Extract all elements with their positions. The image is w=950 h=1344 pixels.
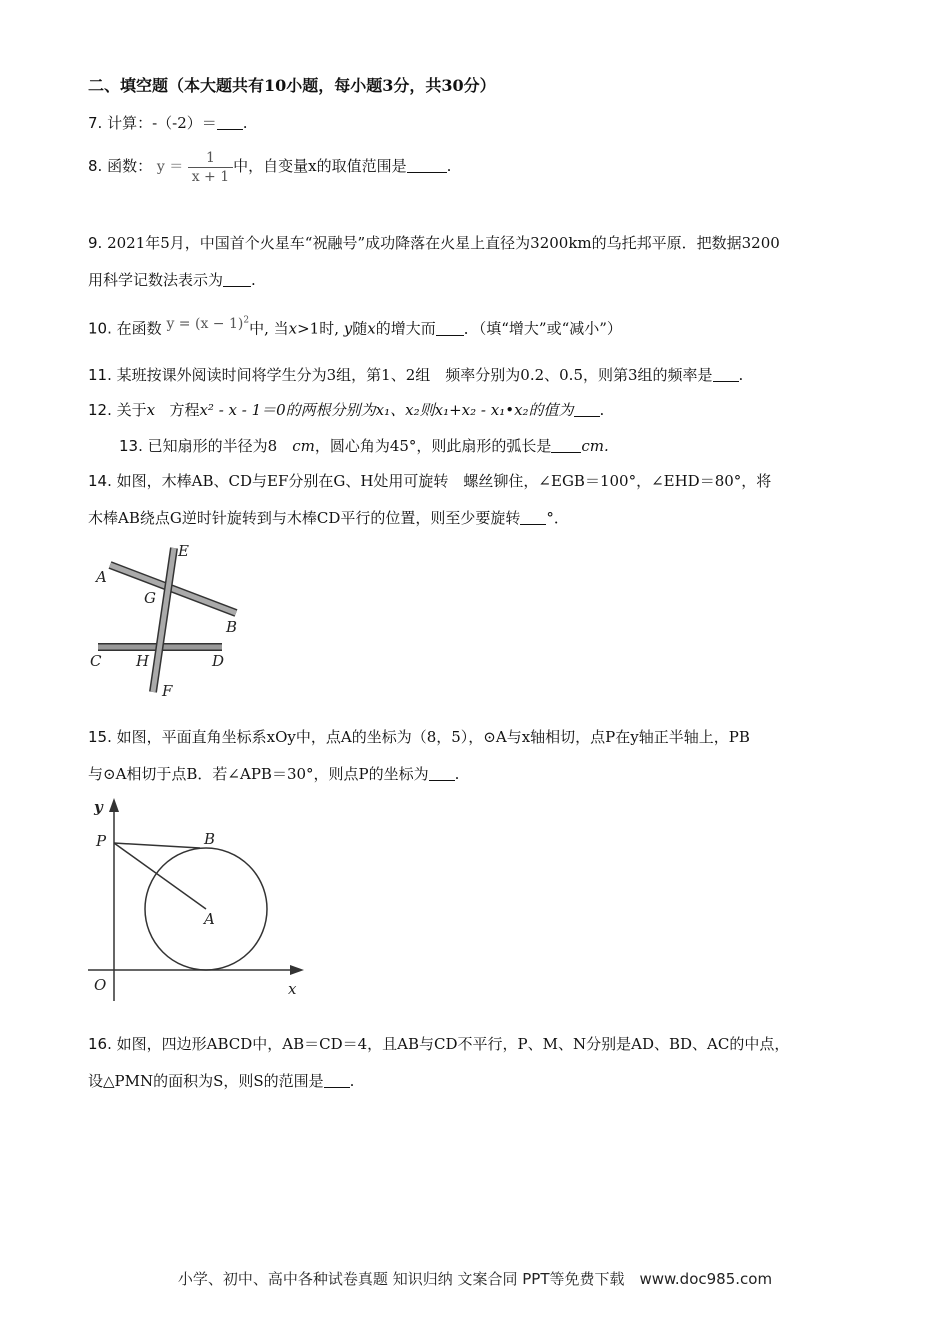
- variable-x: x: [146, 401, 156, 419]
- question-end: .: [349, 1072, 355, 1090]
- segment-pa: [114, 843, 206, 909]
- question-9-line-1: [88, 233, 780, 253]
- unit-cm: cm.: [581, 437, 609, 455]
- question-number: 11.: [88, 366, 112, 384]
- label-h: H: [136, 652, 150, 670]
- question-text: 的增大而: [375, 319, 436, 338]
- question-end: .: [242, 114, 248, 132]
- unit-cm: cm: [292, 437, 315, 455]
- question-number: 8.: [88, 157, 103, 175]
- answer-blank: [713, 367, 739, 382]
- label-b: B: [226, 618, 238, 636]
- question-11: [88, 365, 743, 385]
- question-text: 如图，平面直角坐标系xOy中，点A的坐标为（8，5），⊙A与x轴相切，点P在y轴正半轴上，PB: [116, 728, 750, 746]
- question-number: 15.: [88, 728, 112, 746]
- label-g: G: [144, 589, 156, 607]
- question-text: 2021年5月，中国首个火星车“祝融号”成功降落在火星上直径为3200km的乌托邦平原．把数据3200: [107, 234, 780, 252]
- label-p: P: [96, 832, 107, 850]
- page-footer: 小学、初中、高中各种试卷真题 知识归纳 文案合同 PPT等免费下载 www.doc985.com: [177, 1270, 773, 1288]
- question-number: 10.: [88, 319, 112, 338]
- question-text: 木棒AB绕点G逆时针旋转到与木棒CD平行的位置，则至少要旋转: [88, 509, 521, 527]
- answer-blank: [520, 510, 546, 525]
- question-10: [88, 316, 622, 340]
- question-text: 设△PMN的面积为S，则S的范围是: [88, 1072, 324, 1090]
- section-title: 二、填空题（本大题共有10小题，每小题3分，共30分）: [88, 76, 496, 95]
- question-end: .: [599, 401, 605, 419]
- question-end: .: [251, 271, 256, 289]
- question-14-line-1: [88, 471, 771, 491]
- label-o: O: [94, 976, 107, 994]
- question-end: °．: [546, 509, 569, 527]
- answer-blank: [574, 402, 600, 417]
- variable-y: y: [343, 319, 353, 338]
- equation-text: x² - x - 1＝0的两根分别为x₁、x₂则x₁+x₂ - x₁•x₂的值为: [199, 401, 574, 419]
- question-text: 用科学记数法表示为: [88, 271, 224, 289]
- fraction-denominator: x + 1: [188, 167, 233, 186]
- question-15-line-1: [88, 727, 750, 747]
- question-12: [88, 400, 604, 420]
- answer-blank: [429, 766, 455, 781]
- variable-x: x: [288, 319, 298, 338]
- question-text: ，圆心角为45°，则此扇形的弧长是: [314, 437, 552, 455]
- question-prefix: 关于: [116, 401, 147, 419]
- label-a: A: [96, 568, 107, 586]
- label-x: x: [288, 980, 297, 998]
- question-text: >1时,: [297, 319, 339, 338]
- question-end: .: [738, 366, 744, 384]
- question-text: 如图，木棒AB、CD与EF分别在G、H处用可旋转 螺丝铆住，∠EGB＝100°，∠EHD＝80°，将: [116, 472, 772, 490]
- answer-blank: [217, 115, 243, 130]
- question-16-line-1: [88, 1034, 789, 1054]
- question-prefix: 在函数: [116, 319, 162, 338]
- question-text: 计算：-（-2）＝: [107, 114, 217, 132]
- figure-rotating-sticks: [88, 540, 248, 700]
- question-15-line-2: [88, 764, 459, 784]
- question-end: .: [446, 157, 452, 175]
- question-text: 某班按课外阅读时间将学生分为3组，第1、2组 频率分别为0.2、0.5，则第3组的频率是: [116, 366, 713, 384]
- function-formula: [157, 149, 233, 186]
- question-text: 随: [352, 319, 368, 338]
- formula-exponent: 2: [243, 315, 250, 325]
- figure-coordinate-circle: [88, 796, 308, 1001]
- label-c: C: [90, 652, 102, 670]
- question-text: 已知扇形的半径为8: [147, 437, 293, 455]
- question-text: 如图，四边形ABCD中，AB＝CD＝4，且AB与CD不平行，P、M、N分别是AD、BD、AC的中点，: [116, 1035, 790, 1053]
- question-13: [119, 436, 609, 456]
- question-9-line-2: [88, 270, 256, 290]
- variable-x: x: [367, 319, 376, 338]
- fraction-numerator: 1: [205, 149, 215, 166]
- formula-text: y = (x − 1): [166, 315, 244, 332]
- question-number: 16.: [88, 1035, 112, 1053]
- x-axis-arrow: [290, 965, 304, 975]
- question-7: [88, 113, 248, 133]
- question-text: 中, 当: [249, 319, 289, 338]
- question-number: 13.: [119, 437, 143, 455]
- label-f: F: [162, 682, 173, 700]
- label-y: y: [94, 798, 103, 816]
- question-end: ．（填“增大”或“减小”）: [463, 319, 622, 338]
- question-number: 7.: [88, 114, 103, 132]
- question-text: 与⊙A相切于点B．若∠APB＝30°，则点P的坐标为: [88, 765, 429, 783]
- formula-y: y ＝: [156, 159, 184, 175]
- tangent-pb: [114, 843, 200, 848]
- question-8: [88, 148, 451, 186]
- question-number: 9.: [88, 234, 103, 252]
- answer-blank: [436, 321, 464, 336]
- question-text: 中，自变量x的取值范围是: [233, 157, 407, 175]
- answer-blank: [551, 438, 581, 453]
- question-number: 14.: [88, 472, 112, 490]
- stick-ef: [153, 548, 174, 692]
- answer-blank: [324, 1073, 350, 1088]
- answer-blank: [407, 158, 447, 173]
- label-d: D: [212, 652, 225, 670]
- function-formula: [166, 316, 249, 332]
- question-text: 方程: [169, 401, 200, 419]
- answer-blank: [223, 272, 251, 287]
- label-b: B: [204, 830, 216, 848]
- label-a: A: [204, 910, 215, 928]
- question-prefix: 函数：: [107, 157, 153, 175]
- question-14-line-2: [88, 508, 569, 528]
- question-end: .: [454, 765, 460, 783]
- question-16-line-2: [88, 1071, 354, 1091]
- label-e: E: [178, 542, 189, 560]
- y-axis-arrow: [109, 798, 119, 812]
- question-number: 12.: [88, 401, 112, 419]
